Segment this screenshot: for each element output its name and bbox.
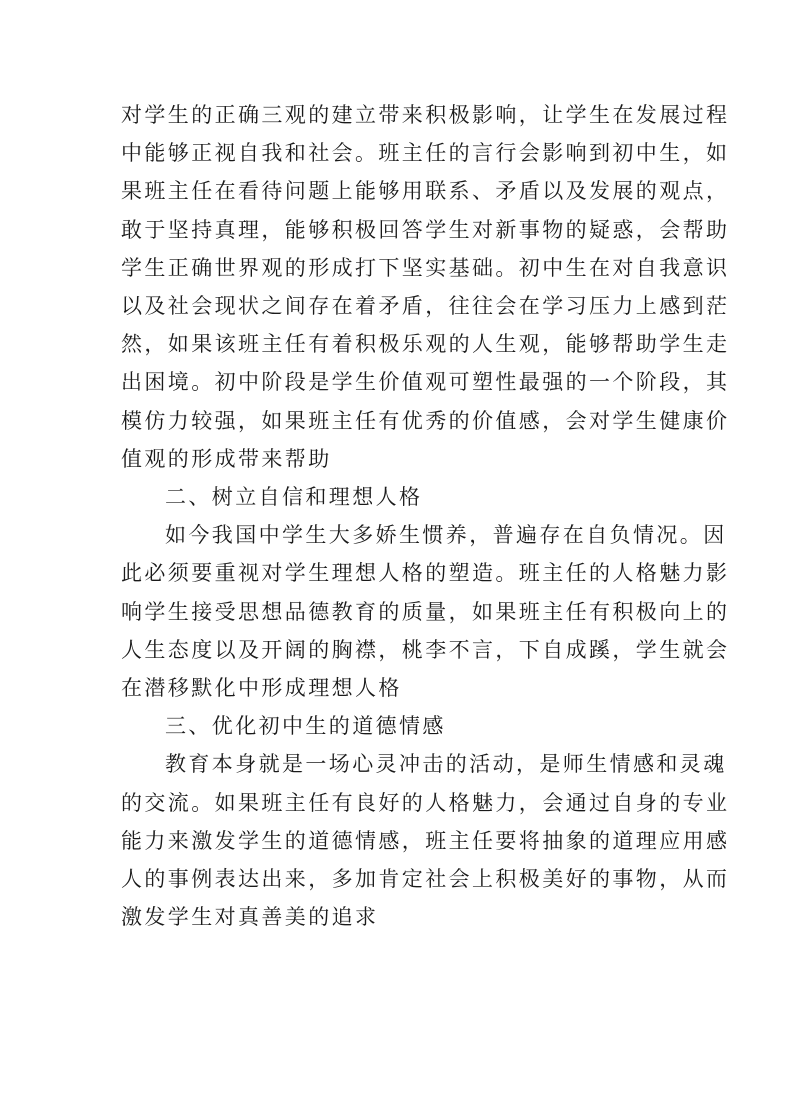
- text-line: 激发学生对真善美的追求: [121, 905, 379, 930]
- section-heading-text: 二、树立自信和理想人格: [165, 485, 423, 510]
- paragraph-moral-emotion: [121, 745, 730, 936]
- paragraph-ideal-personality: [121, 516, 730, 707]
- text-line: 学生正确世界观的形成打下坚实基础。初中生在对自我意识: [121, 255, 730, 280]
- text-line: 教育本身就是一场心灵冲击的活动，是师生情感和灵魂: [165, 752, 727, 777]
- section-heading-3: [121, 707, 681, 745]
- text-line: 中能够正视自我和社会。班主任的言行会影响到初中生，如: [121, 141, 730, 166]
- text-line: 果班主任在看待问题上能够用联系、矛盾以及发展的观点，: [121, 179, 730, 204]
- text-line: 人生态度以及开阔的胸襟，桃李不言，下自成蹊，学生就会: [121, 637, 730, 662]
- section-heading-text: 三、优化初中生的道德情感: [165, 714, 446, 739]
- text-line: 在潜移默化中形成理想人格: [121, 676, 402, 701]
- text-line: 能力来激发学生的道德情感，班主任要将抽象的道理应用感: [121, 828, 730, 853]
- text-line: 响学生接受思想品德教育的质量，如果班主任有积极向上的: [121, 599, 730, 624]
- text-line: 出困境。初中阶段是学生价值观可塑性最强的一个阶段，其: [121, 370, 730, 395]
- text-line: 然，如果该班主任有着积极乐观的人生观，能够帮助学生走: [121, 332, 730, 357]
- text-line: 模仿力较强，如果班主任有优秀的价值感，会对学生健康价: [121, 408, 730, 433]
- section-heading-2: [121, 478, 681, 516]
- text-line: 人的事例表达出来，多加肯定社会上积极美好的事物，从而: [121, 867, 730, 892]
- text-line: 如今我国中学生大多娇生惯养，普遍存在自负情况。因: [165, 523, 727, 548]
- document-body: [121, 96, 730, 936]
- text-line: 的交流。如果班主任有良好的人格魅力，会通过自身的专业: [121, 790, 730, 815]
- text-line: 值观的形成带来帮助: [121, 446, 332, 471]
- text-line: 对学生的正确三观的建立带来积极影响，让学生在发展过程: [121, 103, 730, 127]
- paragraph-character-values: [121, 96, 730, 478]
- text-line: 以及社会现状之间存在着矛盾，往往会在学习压力上感到茫: [121, 294, 730, 319]
- text-line: 敢于坚持真理，能够积极回答学生对新事物的疑惑，会帮助: [121, 217, 730, 242]
- text-line: 此必须要重视对学生理想人格的塑造。班主任的人格魅力影: [121, 561, 730, 586]
